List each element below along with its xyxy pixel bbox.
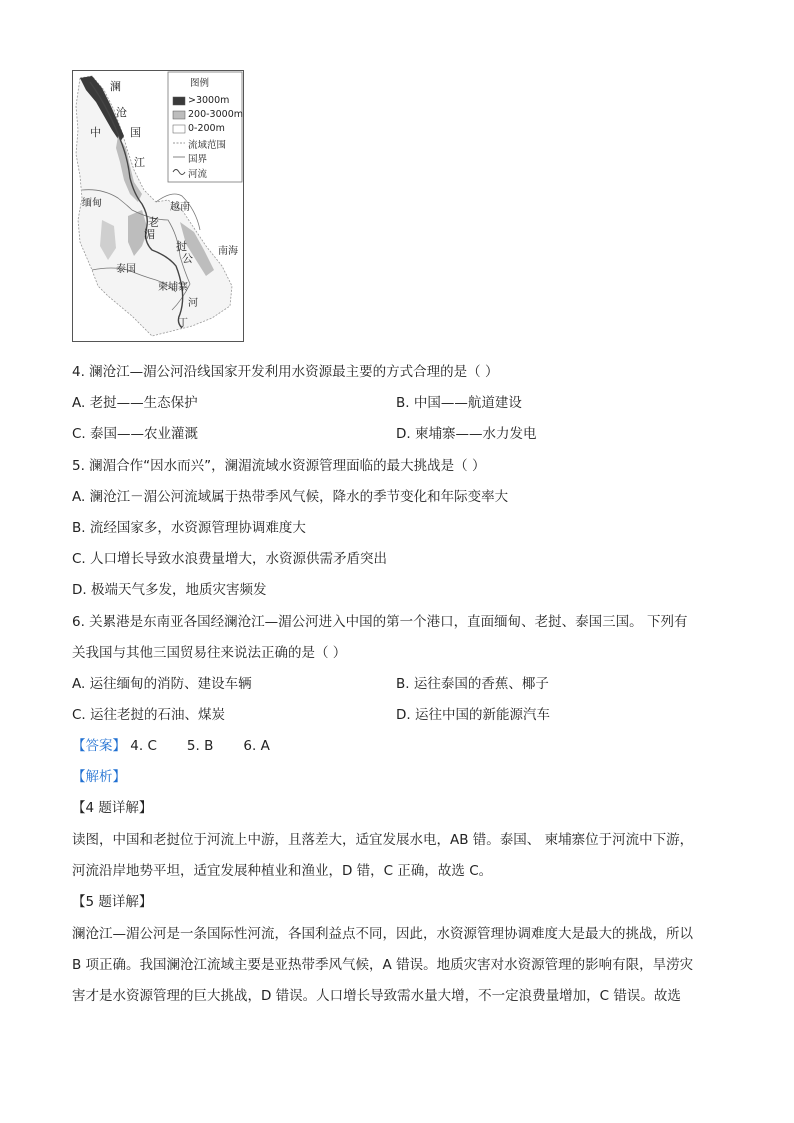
question-5-option-c: C. 人口增长导致水浪费量增大，水资源供需矛盾突出: [72, 551, 388, 567]
map-label-china-1: 中: [90, 126, 101, 139]
map-label-he: 河: [188, 298, 198, 309]
answer-line: [72, 734, 270, 754]
map-label-china-2: 国: [130, 126, 141, 139]
map-label-vietnam: 越南: [170, 202, 190, 213]
answer-text: 4. C 5. B 6. A: [130, 738, 270, 754]
legend-item-river: 河流: [188, 169, 208, 180]
detail-4-label: 【4 题详解】: [72, 800, 153, 816]
question-4-stem: 4. 澜沧江—湄公河沿线国家开发利用水资源最主要的方式合理的是（ ）: [72, 364, 499, 380]
question-5-option-a: A. 澜沧江－湄公河流域属于热带季风气候，降水的季节变化和年际变率大: [72, 489, 509, 505]
legend-title: 图例: [190, 78, 210, 89]
question-5-stem: 5. 澜湄合作“因水而兴”，澜湄流域水资源管理面临的最大挑战是（ ）: [72, 458, 486, 474]
question-4-option-c: C. 泰国——农业灌溉: [72, 426, 199, 442]
map-label-thailand: 泰国: [116, 264, 136, 275]
question-6-stem-line-1: 6. 关累港是东南亚各国经澜沧江—湄公河进入中国的第一个港口，直面缅甸、老挝、泰国三国。 下列有: [72, 614, 688, 630]
detail-4-line-2: 河流沿岸地势平坦，适宜发展种植业和渔业，D 错，C 正确，故选 C。: [72, 863, 493, 879]
map-label-myanmar: 缅甸: [82, 198, 102, 209]
question-6-stem-line-2: 关我国与其他三国贸易往来说法正确的是（ ）: [72, 645, 347, 661]
legend-item-high: >3000m: [188, 95, 230, 106]
question-6-option-b: B. 运往泰国的香蕉、椰子: [396, 676, 549, 692]
analysis-label: 【解析】: [72, 769, 126, 785]
legend-item-border: 国界: [188, 154, 208, 165]
question-5-option-d: D. 极端天气多发，地质灾害频发: [72, 582, 267, 598]
detail-5-label: 【5 题详解】: [72, 894, 153, 910]
map-label-mekong-2: 公: [182, 252, 193, 265]
detail-5-line-1: 澜沧江—湄公河是一条国际性河流，各国利益点不同，因此，水资源管理协调难度大是最大的挑战，所以: [72, 926, 693, 942]
map-label-laos-2: 挝: [176, 240, 187, 253]
question-6-option-d: D. 运往中国的新能源汽车: [396, 707, 550, 723]
question-4-option-d: D. 柬埔寨——水力发电: [396, 426, 537, 442]
map-label-cang: 沧: [116, 106, 127, 119]
map-label-lan: 澜: [110, 80, 121, 93]
question-6-option-c: C. 运往老挝的石油、煤炭: [72, 707, 226, 723]
question-4-option-a: A. 老挝——生态保护: [72, 395, 198, 411]
detail-5-line-3: 害才是水资源管理的巨大挑战，D 错误。人口增长导致需水量大增，不一定浪费量增加，C 错误。故选: [72, 988, 681, 1004]
question-5-option-b: B. 流经国家多，水资源管理协调难度大: [72, 520, 306, 536]
legend-item-mid: 200-3000m: [188, 109, 243, 120]
question-6-option-a: A. 运往缅甸的消防、建设车辆: [72, 676, 252, 692]
question-4-option-b: B. 中国——航道建设: [396, 395, 522, 411]
map-label-jiang: 江: [134, 156, 145, 169]
map-label-ding: 丁: [178, 318, 188, 329]
map-label-mekong-1: 湄: [144, 228, 155, 241]
legend-item-basin: 流域范围: [188, 140, 227, 151]
map-label-laos-1: 老: [148, 216, 159, 229]
map-label-cambodia: 柬埔寨: [158, 282, 188, 293]
detail-5-line-2: B 项正确。我国澜沧江流域主要是亚热带季风气候，A 错误。地质灾害对水资源管理的影响有限，旱涝灾: [72, 957, 694, 973]
legend-item-low: 0-200m: [188, 123, 225, 134]
detail-4-line-1: 读图，中国和老挝位于河流上中游，且落差大，适宜发展水电，AB 错。泰国、 柬埔寨位于河流中下游，: [72, 832, 694, 848]
mekong-basin-map: [72, 70, 244, 342]
answer-label: 【答案】: [72, 738, 126, 754]
map-label-south-sea: 南海: [218, 246, 238, 257]
